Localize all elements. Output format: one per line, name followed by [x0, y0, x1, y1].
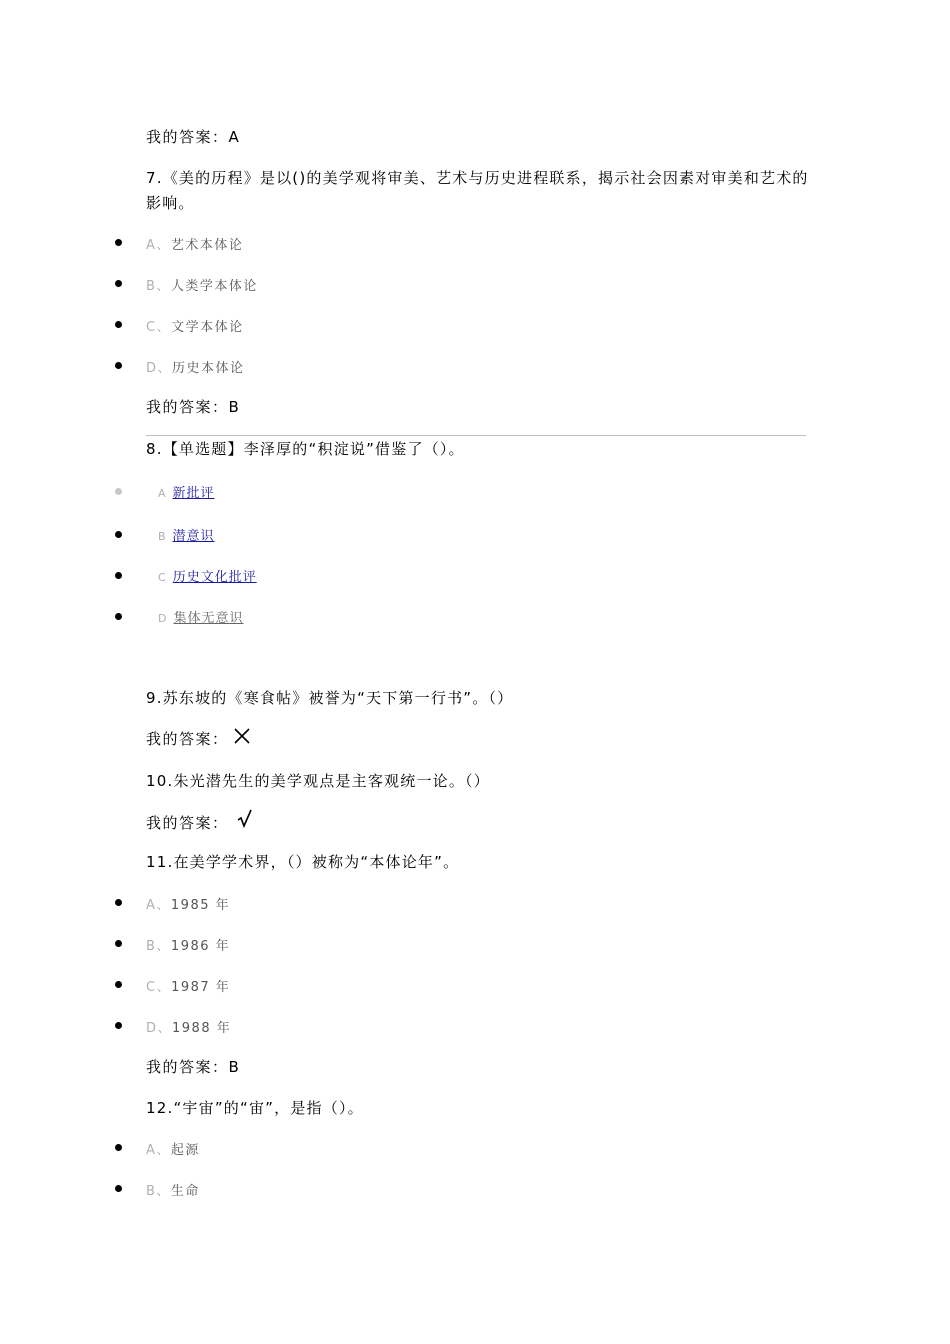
option-text: 1988 年: [172, 1021, 232, 1036]
option-letter: C、: [146, 980, 172, 995]
bullet-icon: [115, 362, 122, 369]
option-letter: D、: [146, 361, 173, 376]
answer-q11: 我的答案：B: [146, 1058, 241, 1076]
q12-option-b[interactable]: [146, 1180, 200, 1199]
q11-option-c[interactable]: [146, 976, 230, 995]
answer-q9: [146, 728, 251, 749]
option-text: 艺术本体论: [170, 238, 244, 253]
question-9-text: 9.苏东坡的《寒食帖》被誉为“天下第一行书”。（）: [146, 689, 514, 707]
question-7-text-line1: 7.《美的历程》是以()的美学观将审美、艺术与历史进程联系，揭示社会因素对审美和艺术的: [146, 169, 809, 187]
q11-option-d[interactable]: [146, 1017, 231, 1036]
check-icon: [237, 809, 253, 829]
cross-icon: [233, 727, 251, 745]
answer-q10: [146, 812, 253, 833]
option-text: 生命: [170, 1184, 200, 1199]
q8-option-d[interactable]: [158, 607, 244, 626]
option-letter: D: [158, 612, 168, 625]
bullet-icon: [115, 239, 122, 246]
bullet-icon: [115, 572, 122, 579]
question-8-text: 8.【单选题】李泽厚的“积淀说”借鉴了（）。: [146, 440, 465, 458]
option-letter: C、: [146, 320, 172, 335]
bullet-icon: [115, 531, 122, 538]
question-7-text-line2: 影响。: [146, 194, 195, 212]
bullet-icon: [115, 1185, 122, 1192]
divider: [146, 435, 806, 436]
option-letter: C: [158, 571, 167, 584]
bullet-icon: [115, 613, 122, 620]
option-text: 人类学本体论: [170, 279, 258, 294]
answer-q6: 我的答案：A: [146, 128, 241, 146]
option-letter: A: [158, 487, 167, 500]
bullet-icon: [115, 280, 122, 287]
bullet-icon: [115, 940, 122, 947]
option-text: 历史本体论: [172, 361, 245, 376]
option-text: 1985 年: [170, 898, 231, 913]
option-letter: B、: [146, 939, 171, 954]
option-text: 文学本体论: [171, 320, 244, 335]
q7-option-a[interactable]: [146, 234, 243, 253]
q7-option-b[interactable]: [146, 275, 258, 294]
bullet-icon: [115, 981, 122, 988]
bullet-icon: [115, 899, 122, 906]
option-letter: A、: [146, 898, 171, 913]
bullet-icon: [115, 1144, 122, 1151]
question-10-text: 10.朱光潜先生的美学观点是主客观统一论。（）: [146, 772, 490, 790]
q11-option-b[interactable]: [146, 935, 230, 954]
answer-label: 我的答案：: [146, 814, 229, 832]
option-text: 1986 年: [170, 939, 231, 954]
q7-option-d[interactable]: [146, 357, 245, 376]
option-link[interactable]: 历史文化批评: [172, 570, 257, 585]
option-letter: B: [158, 530, 167, 543]
bullet-icon: [115, 1022, 122, 1029]
option-letter: A、: [146, 238, 171, 253]
q12-option-a[interactable]: [146, 1139, 200, 1158]
option-link[interactable]: 潜意识: [172, 529, 215, 544]
bullet-icon: [115, 321, 122, 328]
question-12-text: 12.“宇宙”的“宙”，是指（）。: [146, 1099, 364, 1117]
bullet-icon: [115, 488, 122, 495]
option-link[interactable]: 新批评: [172, 486, 215, 501]
option-link[interactable]: 集体无意识: [173, 611, 244, 626]
q8-option-b[interactable]: [158, 525, 215, 544]
option-letter: B、: [146, 1184, 171, 1199]
answer-label: 我的答案：: [146, 730, 229, 748]
q8-option-a[interactable]: [158, 482, 215, 501]
option-text: 起源: [170, 1143, 200, 1158]
q7-option-c[interactable]: [146, 316, 244, 335]
option-letter: D、: [146, 1021, 173, 1036]
option-letter: A、: [146, 1143, 171, 1158]
q11-option-a[interactable]: [146, 894, 230, 913]
question-11-text: 11.在美学学术界，（）被称为“本体论年”。: [146, 853, 460, 871]
answer-q7: 我的答案：B: [146, 398, 241, 416]
q8-option-c[interactable]: [158, 566, 257, 585]
option-letter: B、: [146, 279, 171, 294]
option-text: 1987 年: [171, 980, 231, 995]
